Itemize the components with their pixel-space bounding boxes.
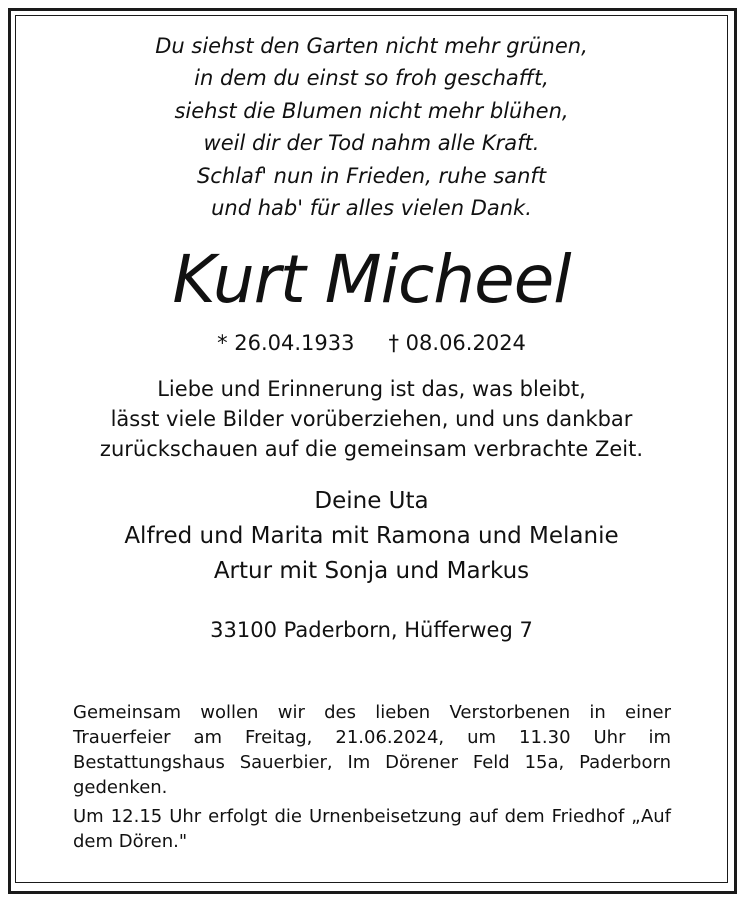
memorial-poem	[20, 30, 723, 224]
birth-date: * 26.04.1933	[217, 331, 355, 356]
poem-line: siehst die Blumen nicht mehr blühen,	[174, 98, 569, 123]
family-line: Alfred und Marita mit Ramona und Melanie	[124, 523, 619, 550]
quote-line: zurückschauen auf die gemeinsam verbrachte Zeit.	[99, 437, 644, 462]
deceased-name: Kurt Micheel	[172, 241, 571, 319]
family-address: 33100 Paderborn, Hüfferweg 7	[210, 618, 533, 643]
life-dates	[20, 328, 723, 358]
mourning-family	[20, 484, 723, 589]
obituary-content	[20, 30, 723, 645]
poem-line: weil dir der Tod nahm alle Kraft.	[203, 131, 540, 156]
death-date: † 08.06.2024	[388, 331, 526, 356]
quote-line: lässt viele Bilder vorüberziehen, und uns dankbar	[110, 407, 633, 432]
poem-line: Du siehst den Garten nicht mehr grünen,	[155, 34, 588, 58]
remembrance-quote	[20, 374, 723, 464]
quote-line: Liebe und Erinnerung ist das, was bleibt,	[157, 377, 586, 402]
poem-line: Schlaf' nun in Frieden, ruhe sanft	[196, 163, 547, 188]
family-line: Deine Uta	[314, 488, 429, 515]
family-line: Artur mit Sonja und Markus	[213, 558, 530, 585]
poem-line: und hab' für alles vielen Dank.	[211, 196, 532, 221]
poem-line: in dem du einst so froh geschafft,	[194, 66, 549, 91]
funeral-notice	[73, 700, 671, 858]
notice-paragraph-ceremony: Gemeinsam wollen wir des lieben Verstorbenen in einer Trauerfeier am Freitag, 21.06.2024, um 11.30 Uhr im Bestattungshaus Sauerbier, Im Dörener Feld 15a, Paderborn gedenken.	[73, 702, 671, 798]
notice-paragraph-burial: Um 12.15 Uhr erfolgt die Urnenbeisetzung auf dem Friedhof „Auf dem Dören."	[73, 806, 671, 852]
